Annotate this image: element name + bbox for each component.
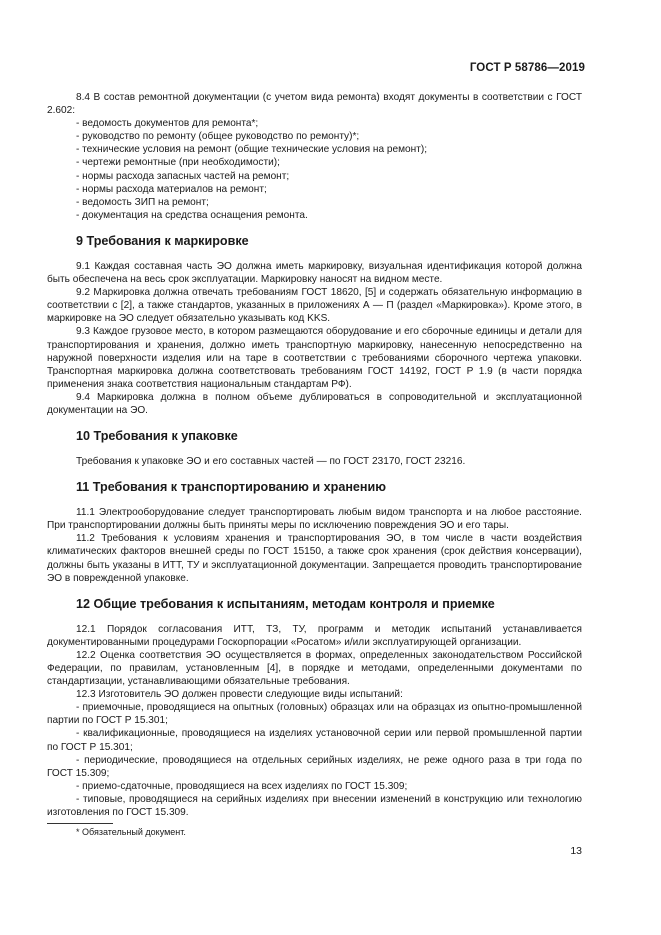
list-item: - чертежи ремонтные (при необходимости); (76, 157, 280, 169)
list-item: - ведомость документов для ремонта*; (76, 118, 259, 130)
clause-8-4-intro: 8.4 В состав ремонтной документации (с учетом вида ремонта) входят документы в соответствии с ГОСТ 2.602: (47, 92, 582, 117)
section-11-heading: 11 Требования к транспортированию и хранению (76, 480, 387, 495)
list-item: - ведомость ЗИП на ремонт; (76, 196, 209, 208)
page-content (47, 91, 582, 838)
list-item: - периодические, проводящиеся на отдельных серийных изделиях, не реже одного раза в три года по ГОСТ 15.309; (47, 754, 582, 779)
list-item: - нормы расхода материалов на ремонт; (76, 183, 267, 195)
clause-9-2: 9.2 Маркировка должна отвечать требованиям ГОСТ 18620, [5] и содержать обязательную информацию в соответствии с [2], а также стандартов, указанных в приложениях А — П (раздел «Маркировка»). Кроме этого, в маркировке на ЭО следует обязательно указывать код KKS. (47, 287, 582, 325)
footnote-divider (47, 823, 113, 824)
list-item: - технические условия на ремонт (общие технические условия на ремонт); (76, 144, 428, 156)
list-item: - приемочные, проводящиеся на опытных (головных) образцах или на образцах из опытно-промышленной партии по ГОСТ Р 15.301; (47, 702, 582, 727)
list-item: - типовые, проводящиеся на серийных изделиях при внесении изменений в конструкцию или технологию изготовления по ГОСТ 15.309. (47, 793, 582, 819)
clause-9-4: 9.4 Маркировка должна в полном объеме дублироваться в сопроводительной и эксплуатационной документации на ЭО. (47, 391, 582, 416)
footnote: * Обязательный документ. (76, 827, 186, 838)
list-item: - приемо-сдаточные, проводящиеся на всех изделиях по ГОСТ 15.309; (76, 780, 408, 792)
list-item: - квалификационные, проводящиеся на изделиях установочной серии или первой промышленной партии по ГОСТ Р 15.301; (47, 728, 582, 753)
section-10-text: Требования к упаковке ЭО и его составных частей — по ГОСТ 23170, ГОСТ 23216. (76, 456, 466, 468)
section-10-heading: 10 Требования к упаковке (76, 429, 238, 444)
clause-9-3: 9.3 Каждое грузовое место, в котором размещаются оборудование и его сборочные единицы и детали для транспортирования и хранения, должно иметь транспортную маркировку, нанесенную непосредственно на наружной поверхности изделия или на таре в соответствии с требованиями сборочного чертежа упаковки. Транспортная маркировка должна соответствовать требованиям ГОСТ 14192, ГОСТ Р 1.9 (в части порядка применения знака соответствия национальным стандартам РФ). (47, 326, 582, 390)
clause-12-2: 12.2 Оценка соответствия ЭО осуществляется в формах, определенных законодательством Российской Федерации, по правилам, установленным [4], в порядке и методами, определенными документами по стандартизации, устанавливающими обязательные требования. (47, 649, 582, 688)
document-code: ГОСТ Р 58786—2019 (469, 62, 585, 74)
clause-11-1: 11.1 Электрооборудование следует транспортировать любым видом транспорта и на любое расстояние. При транспортировании должны быть приняты меры по исключению повреждения ЭО и его тары. (47, 507, 582, 532)
clause-9-1: 9.1 Каждая составная часть ЭО должна иметь маркировку, визуальная идентификация которой должна быть обеспечена на весь срок эксплуатации. Маркировку наносят на видном месте. (47, 260, 582, 286)
list-item: - документация на средства оснащения ремонта. (76, 209, 308, 221)
section-12-heading: 12 Общие требования к испытаниям, методам контроля и приемке (76, 596, 495, 611)
list-item: - нормы расхода запасных частей на ремонт; (76, 170, 290, 182)
clause-12-1: 12.1 Порядок согласования ИТТ, ТЗ, ТУ, программ и методик испытаний устанавливается документированными процедурами Госкорпорации «Росатом» и/или эксплуатирующей организации. (47, 623, 582, 648)
list-item: - руководство по ремонту (общее руководство по ремонту)*; (76, 131, 360, 143)
page-number: 13 (570, 845, 582, 857)
clause-11-2: 11.2 Требования к условиям хранения и транспортирования ЭО, в том числе в части воздействия климатических факторов внешней среды по ГОСТ 15150, а также срок хранения (срок действия консервации), должны быть указаны в ИТТ, ТУ и эксплуатационной документации. Запрещается проводить транспортирование ЭО в поврежденной упаковке. (47, 533, 582, 584)
clause-8-4-list (47, 117, 582, 222)
clause-12-3: 12.3 Изготовитель ЭО должен провести следующие виды испытаний: (76, 689, 403, 701)
section-9-heading: 9 Требования к маркировке (76, 233, 249, 248)
test-types-list (47, 701, 582, 819)
